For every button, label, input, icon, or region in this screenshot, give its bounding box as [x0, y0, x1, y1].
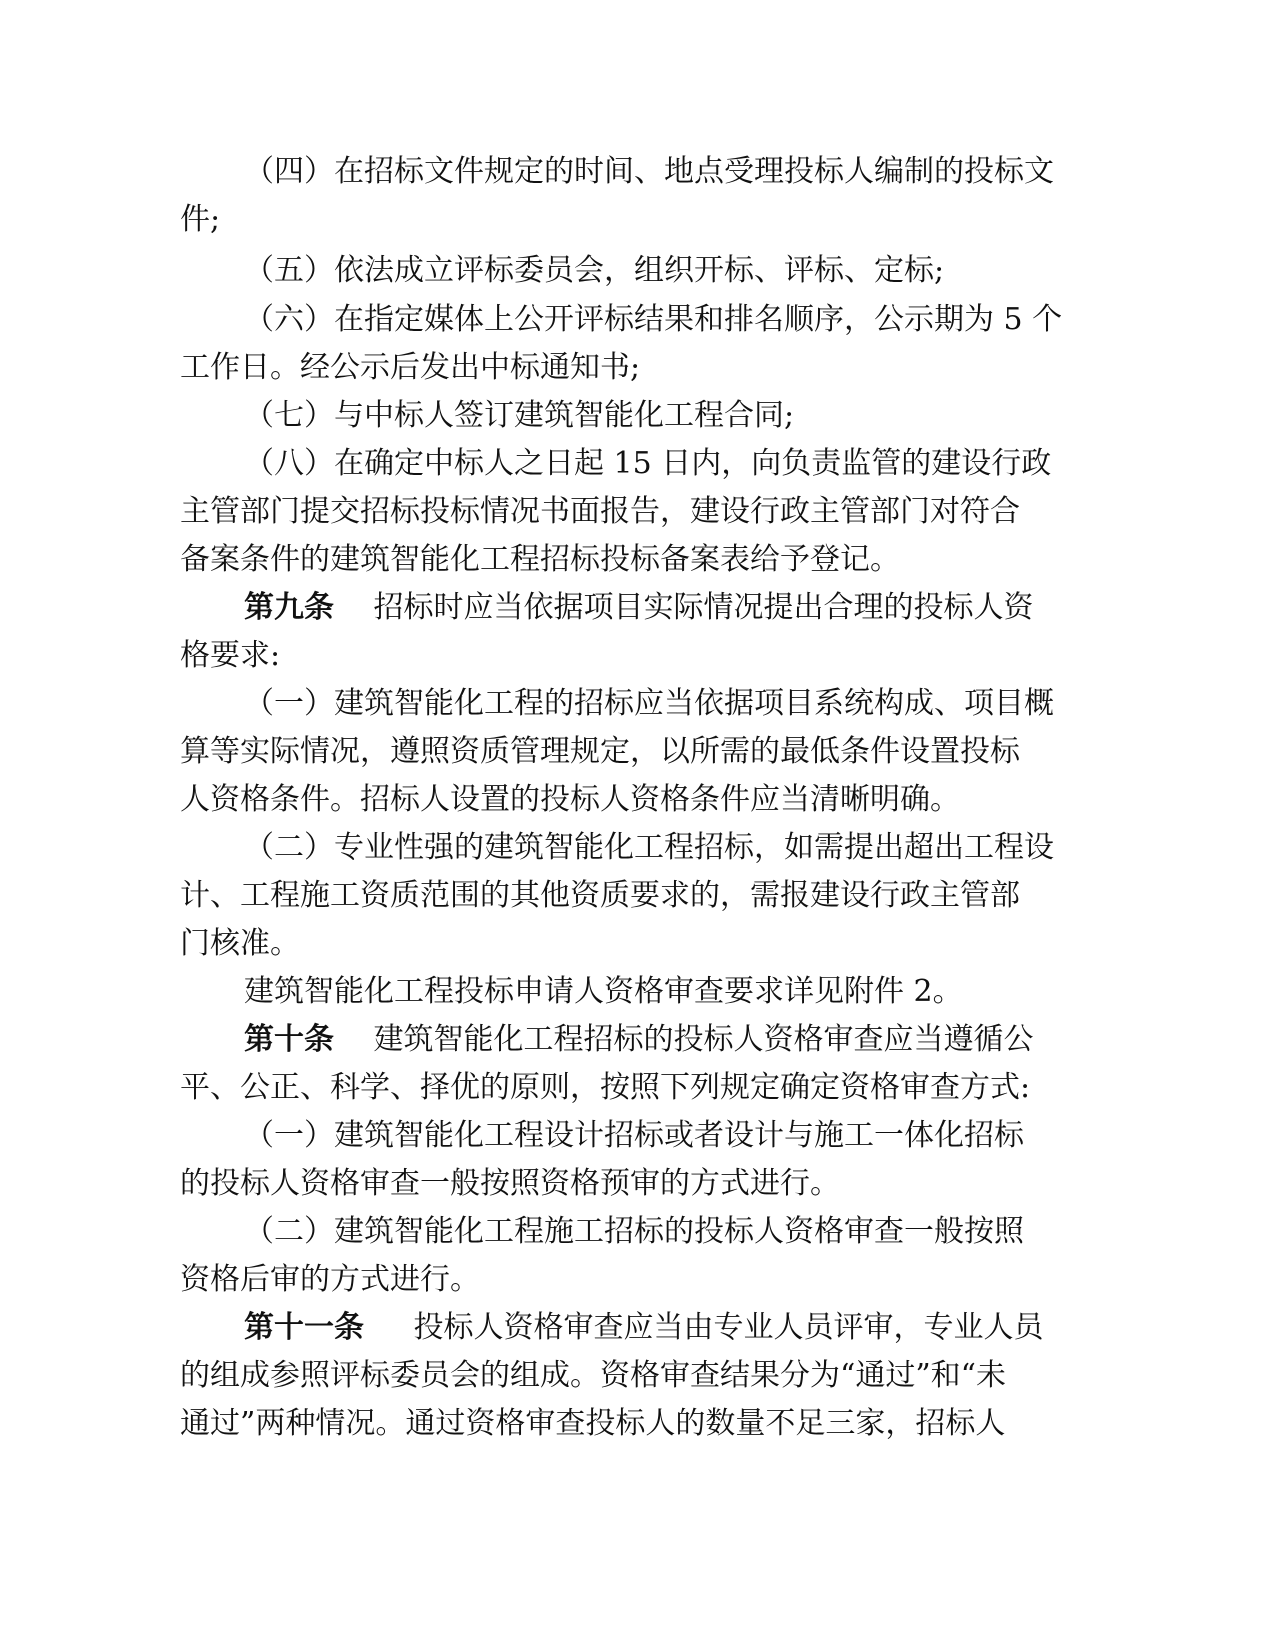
paragraph-line: （一）建筑智能化工程的招标应当依据项目系统构成、项目概 [244, 686, 1054, 721]
article-text: 建筑智能化工程招标的投标人资格审查应当遵循公 [373, 1022, 1034, 1057]
paragraph-line: 建筑智能化工程投标申请人资格审查要求详见附件 2。 [244, 974, 963, 1009]
paragraph-line: 人资格条件。招标人设置的投标人资格条件应当清晰明确。 [180, 782, 960, 817]
paragraph-line: 主管部门提交招标投标情况书面报告，建设行政主管部门对符合 [180, 494, 1020, 529]
paragraph-line: （八）在确定中标人之日起 15 日内，向负责监管的建设行政 [244, 446, 1052, 481]
paragraph-line: （四）在招标文件规定的时间、地点受理投标人编制的投标文 [244, 154, 1054, 189]
article-line [244, 584, 1034, 632]
paragraph-line: 工作日。经公示后发出中标通知书; [180, 350, 641, 385]
article-text: 投标人资格审查应当由专业人员评审，专业人员 [413, 1310, 1044, 1345]
paragraph-line: 的组成参照评标委员会的组成。资格审查结果分为“通过”和“未 [180, 1358, 1007, 1393]
paragraph-line: 资格后审的方式进行。 [180, 1262, 480, 1297]
article-heading: 第九条 [244, 590, 334, 625]
paragraph-line: 算等实际情况，遵照资质管理规定，以所需的最低条件设置投标 [180, 734, 1020, 769]
paragraph-line: 计、工程施工资质范围的其他资质要求的，需报建设行政主管部 [180, 878, 1020, 913]
article-heading: 第十条 [244, 1022, 334, 1057]
paragraph-line: （二）建筑智能化工程施工招标的投标人资格审查一般按照 [244, 1214, 1024, 1249]
paragraph-line: （一）建筑智能化工程设计招标或者设计与施工一体化招标 [244, 1118, 1024, 1153]
article-line [244, 1016, 1034, 1064]
paragraph-line: 件; [180, 202, 221, 237]
paragraph-line: 的投标人资格审查一般按照资格预审的方式进行。 [180, 1166, 840, 1201]
paragraph-line: （二）专业性强的建筑智能化工程招标，如需提出超出工程设 [244, 830, 1054, 865]
paragraph-line: （六）在指定媒体上公开评标结果和排名顺序，公示期为 5 个 [244, 302, 1063, 337]
paragraph-line: 格要求: [180, 638, 281, 673]
paragraph-line: 通过”两种情况。通过资格审查投标人的数量不足三家，招标人 [180, 1406, 1006, 1441]
article-line [244, 1304, 1044, 1352]
paragraph-line: 平、公正、科学、择优的原则，按照下列规定确定资格审查方式: [180, 1070, 1031, 1105]
article-text: 招标时应当依据项目实际情况提出合理的投标人资 [373, 590, 1034, 625]
paragraph-line: 门核准。 [180, 926, 300, 961]
paragraph-line: 备案条件的建筑智能化工程招标投标备案表给予登记。 [180, 542, 900, 577]
article-heading: 第十一条 [244, 1310, 364, 1345]
paragraph-line: （七）与中标人签订建筑智能化工程合同; [244, 398, 795, 433]
paragraph-line: （五）依法成立评标委员会，组织开标、评标、定标; [244, 253, 945, 288]
